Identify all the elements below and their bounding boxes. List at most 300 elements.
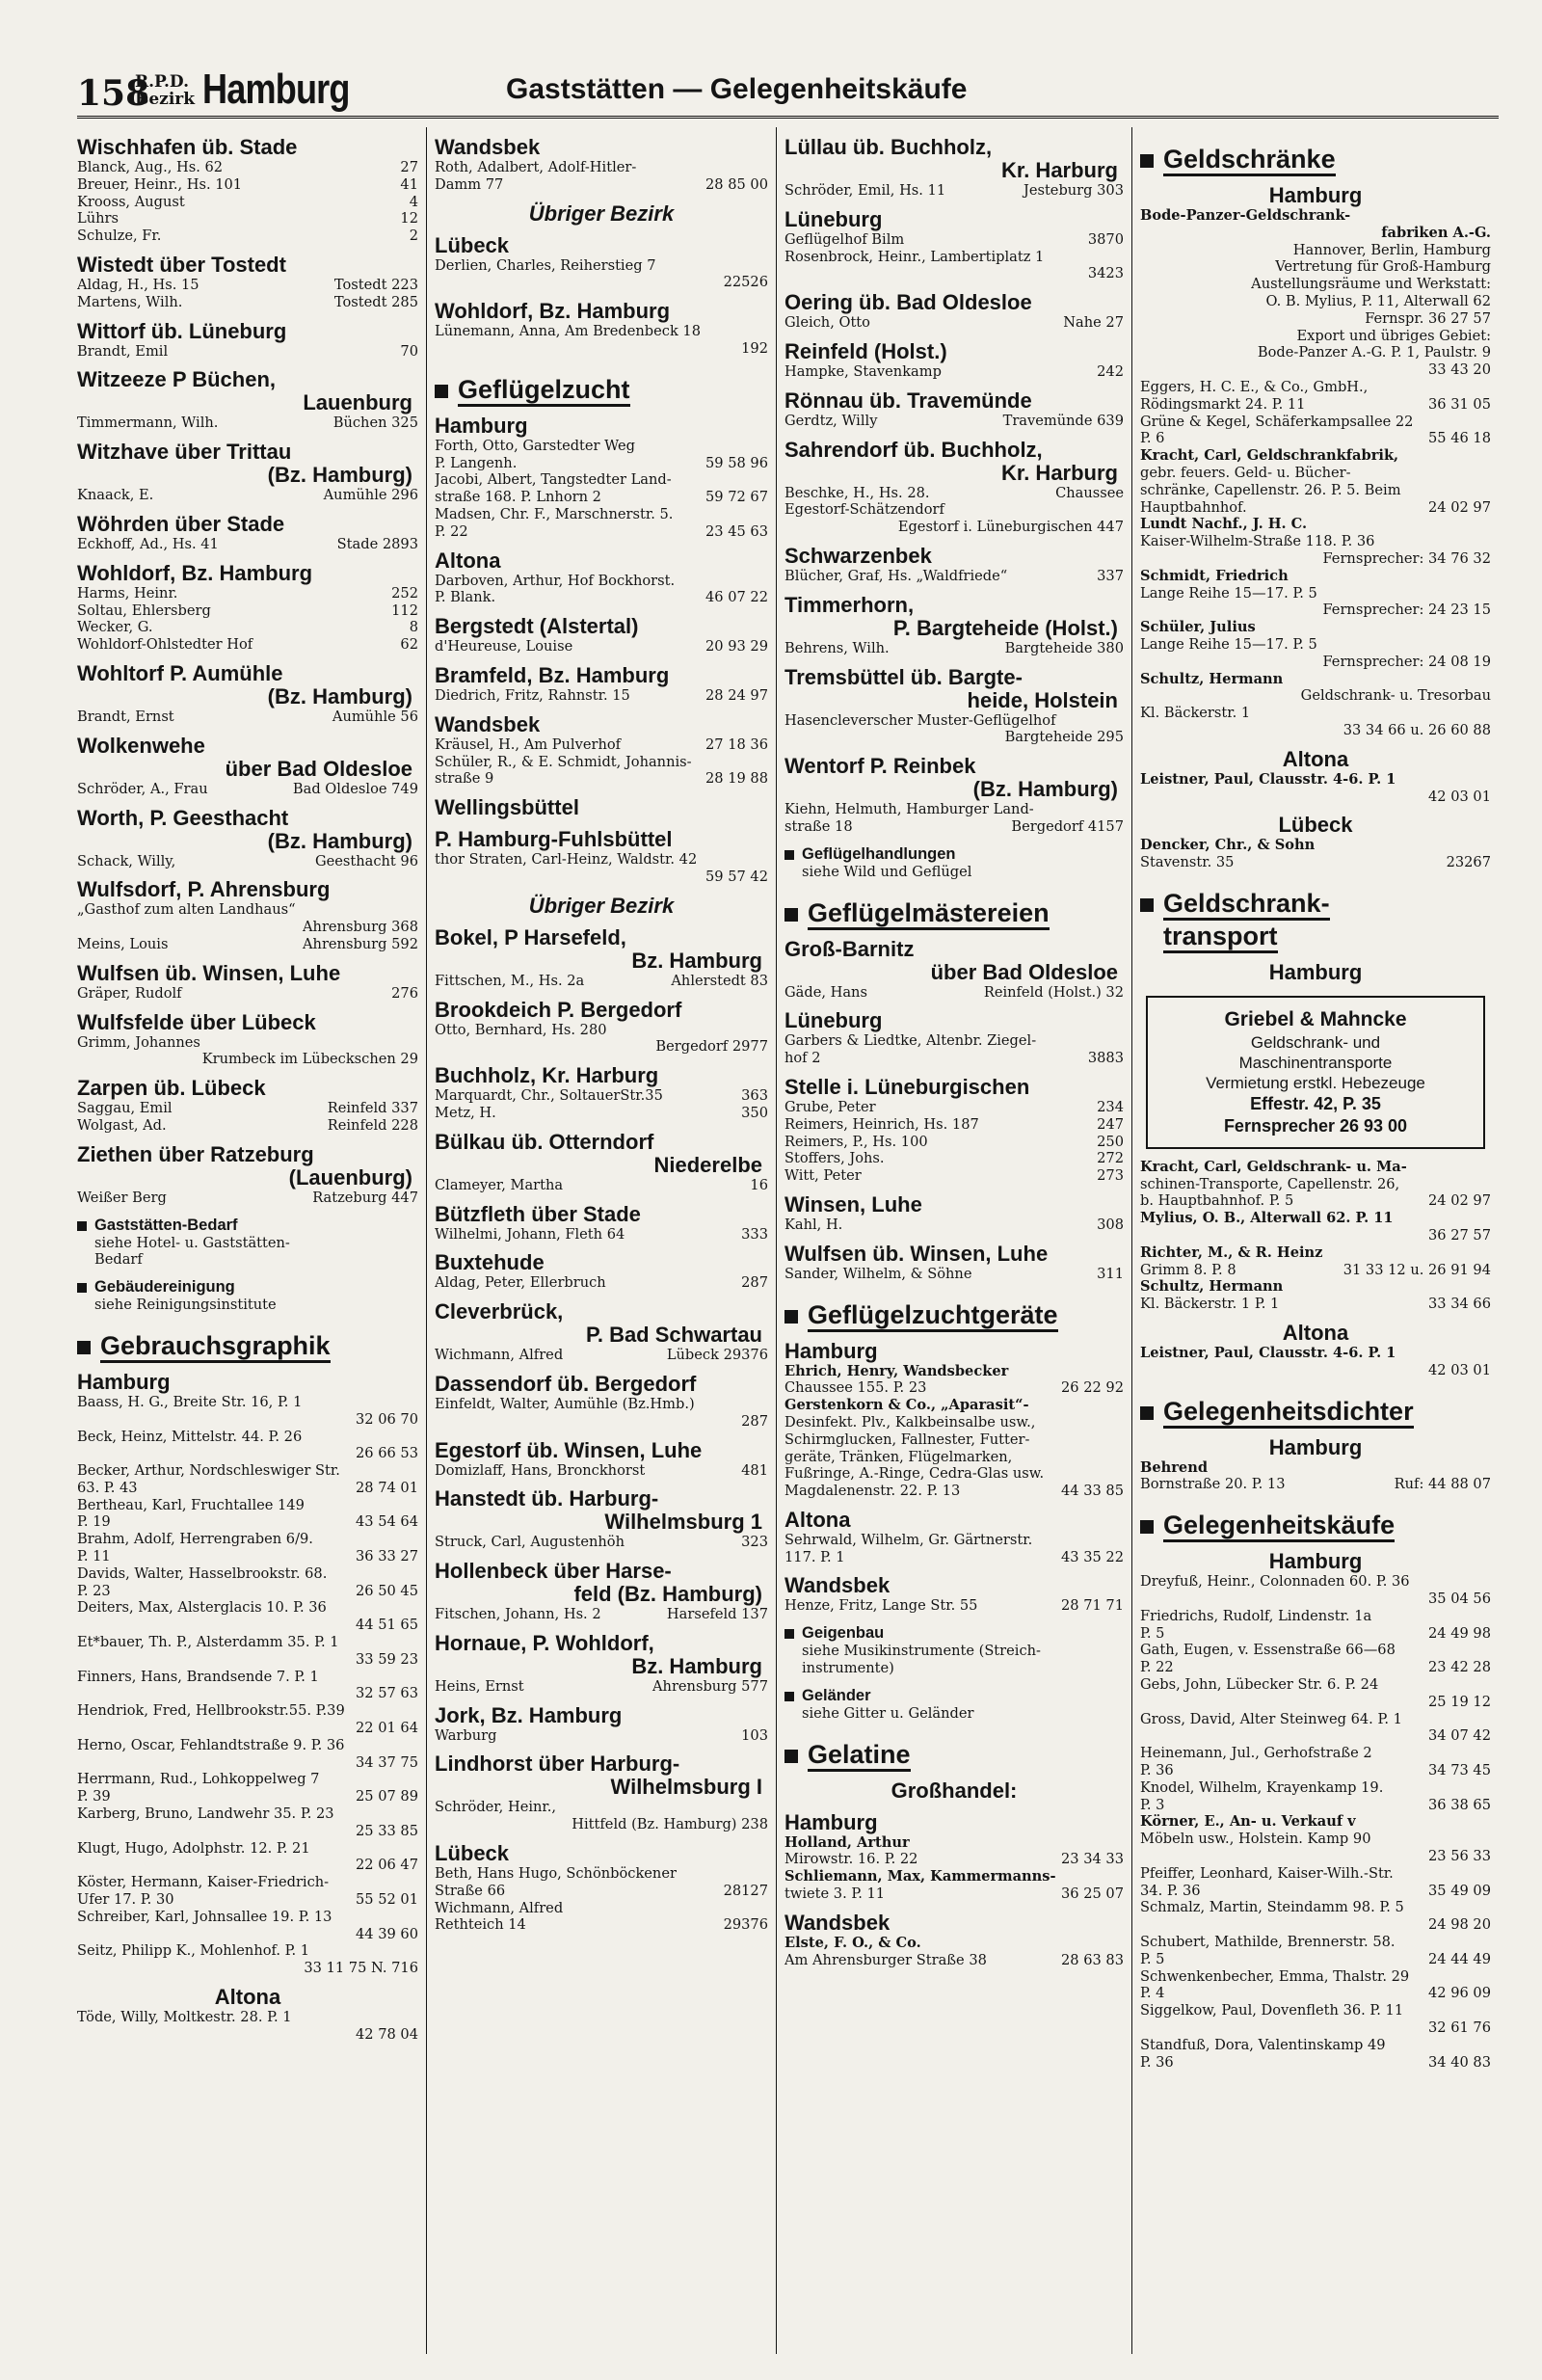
entry-value: 34 73 45: [1428, 1762, 1491, 1779]
entry-value: 323: [741, 1534, 768, 1551]
place-name: Lindhorst über Harburg-: [435, 1752, 680, 1777]
place-heading: [435, 1439, 768, 1462]
entry-continuation: Export und übriges Gebiet:: [1296, 327, 1491, 344]
directory-entry: [435, 523, 768, 541]
entry-name: Grüne & Kegel, Schäferkampsallee 22: [1140, 413, 1414, 430]
entry-value: 23267: [1446, 854, 1491, 871]
directory-entry: [77, 1480, 418, 1497]
entry-value: 276: [391, 984, 418, 1002]
cross-reference-note: instrumente): [802, 1660, 894, 1677]
entry-name: Derlien, Charles, Reiherstieg 7: [435, 256, 656, 274]
entry-value: 247: [1097, 1115, 1124, 1133]
directory-entry: [784, 182, 1124, 200]
place-heading: [435, 136, 768, 159]
place-heading: [435, 713, 768, 736]
place-name-continued: (Bz. Hamburg): [267, 463, 412, 488]
place-heading: [784, 594, 1124, 640]
place-heading: [77, 878, 418, 901]
entry-name: Straße 66: [435, 1882, 506, 1899]
entry-name: Fußringe, A.-Ringe, Cedra-Glas usw.: [784, 1465, 1045, 1483]
entry-name: Chaussee 155. P. 23: [784, 1379, 927, 1397]
entry-name: Geflügelhof Bilm: [784, 230, 905, 248]
entry-name: schinen-Transporte, Capellenstr. 26,: [1140, 1175, 1400, 1192]
directory-entry: [77, 1548, 418, 1565]
directory-entry: [784, 1465, 1124, 1483]
directory-entry: [1140, 1951, 1491, 1968]
entry-name: Rethteich 14: [435, 1916, 526, 1934]
entry-name: thor Straten, Carl-Heinz, Waldstr. 42: [435, 851, 698, 869]
subcategory-title: Geflügelhandlungen: [802, 844, 956, 863]
place-heading: [77, 1011, 418, 1034]
directory-entry: [1140, 1262, 1491, 1279]
entry-name: Schröder, Emil, Hs. 11: [784, 182, 946, 199]
entry-name: Stavenstr. 35: [1140, 854, 1235, 871]
place-heading: [435, 234, 768, 257]
category-title-continued: transport: [1163, 922, 1278, 953]
place-heading: [77, 513, 418, 536]
entry-continuation: 42 03 01: [1428, 788, 1491, 805]
entry-continuation: 59 57 42: [705, 868, 768, 885]
entry-name: twiete 3. P. 11: [784, 1885, 886, 1903]
cross-reference-note: siehe Musikinstrumente (Streich-: [802, 1643, 1041, 1660]
directory-entry: [784, 1266, 1124, 1283]
entry-name: Et*bauer, Th. P., Alsterdamm 35. P. 1: [77, 1634, 339, 1651]
directory-entry: [435, 323, 768, 340]
entry-value: 20 93 29: [705, 638, 768, 655]
directory-entry: [435, 589, 768, 606]
directory-entry: [77, 1513, 418, 1531]
place-heading: [1140, 1322, 1491, 1345]
entry-value: 27 18 36: [705, 735, 768, 753]
place-heading: [784, 340, 1124, 363]
place-heading: [435, 300, 768, 323]
entry-continuation: 33 59 23: [356, 1650, 418, 1668]
place-name: Hamburg: [1268, 1549, 1363, 1574]
place-heading: [784, 545, 1124, 568]
directory-entry: [1140, 533, 1491, 550]
entry-name: Einfeldt, Walter, Aumühle (Bz.Hmb.): [435, 1395, 695, 1412]
entry-name: Beck, Heinz, Mittelstr. 44. P. 26: [77, 1428, 303, 1445]
place-name: Dassendorf üb. Bergedorf: [435, 1371, 697, 1396]
entry-name: gebr. feuers. Geld- u. Bücher-: [1140, 464, 1351, 481]
entry-value: 8: [409, 619, 418, 636]
entry-name: Heins, Ernst: [435, 1677, 524, 1695]
directory-entry: [784, 1032, 1124, 1050]
place-name: Hamburg: [77, 1369, 171, 1394]
entry-name: Domizlaff, Hans, Bronckhorst: [435, 1461, 646, 1479]
entry-name: schränke, Capellenstr. 26. P. 5. Beim: [1140, 481, 1401, 498]
directory-entry: [1140, 465, 1491, 482]
place-heading: [784, 1009, 1124, 1032]
entry-value: 36 25 07: [1061, 1885, 1124, 1903]
directory-entry: [784, 1050, 1124, 1067]
directory-entry: [77, 210, 418, 227]
entry-name: Blanck, Aug., Hs. 62: [77, 159, 224, 175]
directory-entry: [1140, 1625, 1491, 1643]
category-title: [808, 1738, 911, 1771]
directory-entry: [784, 1150, 1124, 1167]
category-title-text: Gelegenheitsdichter: [1163, 1397, 1414, 1429]
entry-name: Blücher, Graf, Hs. „Waldfriede“: [784, 567, 1008, 584]
directory-entry: [1140, 1476, 1491, 1493]
entry-value: 234: [1097, 1098, 1124, 1115]
directory-entry: [784, 1935, 1124, 1952]
directory-entry: [77, 2009, 418, 2026]
entry-name: geräte, Tränken, Flügelmarken,: [784, 1448, 1013, 1465]
entry-value: 308: [1097, 1216, 1124, 1233]
entry-value: 112: [391, 602, 418, 619]
place-name: Buxtehude: [435, 1250, 545, 1275]
place-name: Winsen, Luhe: [784, 1191, 922, 1217]
category-title: [1163, 1395, 1414, 1428]
place-name: Wandsbek: [435, 711, 541, 736]
directory-entry: [435, 1274, 768, 1292]
place-heading: [435, 1203, 768, 1226]
directory-entry: [1140, 1573, 1491, 1591]
ad-address: Effestr. 42, P. 35: [1250, 1093, 1381, 1113]
place-name: Wandsbek: [435, 135, 541, 159]
entry-name: Fittschen, M., Hs. 2a: [435, 972, 585, 989]
entry-name: Hasencleverscher Muster-Geflügelhof: [784, 711, 1056, 729]
entry-value: 363: [741, 1087, 768, 1105]
place-name: Cleverbrück,: [435, 1299, 564, 1324]
directory-entry: [77, 781, 418, 798]
entry-continuation: 44 39 60: [356, 1925, 418, 1942]
entry-name: P. 22: [435, 522, 468, 540]
subcategory-title: Geigenbau: [802, 1624, 885, 1643]
entry-name: P. 39: [77, 1788, 111, 1805]
place-name: Übriger Bezirk: [528, 201, 675, 226]
entry-name: Eggers, H. C. E., & Co., GmbH.,: [1140, 378, 1369, 395]
directory-entry: [1140, 379, 1491, 396]
entry-value: 36 33 27: [356, 1548, 418, 1565]
directory-entry: [784, 1851, 1124, 1868]
column-4: [1131, 127, 1499, 2354]
entry-value: 28 24 97: [705, 686, 768, 704]
entry-value: 41: [400, 175, 418, 193]
entry-continuation: 34 07 42: [1428, 1727, 1491, 1745]
place-heading: [435, 796, 768, 819]
entry-continuation: 22 01 64: [356, 1720, 418, 1737]
entry-value: 3883: [1087, 1050, 1124, 1067]
entry-value: 33 34 66: [1428, 1296, 1491, 1313]
subcategory-title: Gebäudereinigung: [94, 1278, 235, 1297]
directory-entry: [1140, 1899, 1491, 1916]
subcategory-title: Gaststätten-Bedarf: [94, 1216, 238, 1234]
directory-entry: [1140, 1762, 1491, 1779]
directory-entry: [1140, 1813, 1491, 1831]
section-title: Gaststätten — Gelegenheitskäufe: [506, 73, 968, 105]
category-title-text: Geflügelzuchtgeräte: [808, 1300, 1058, 1332]
entry-name: Mirowstr. 16. P. 22: [784, 1851, 918, 1868]
bezirk-label: Bezirk: [135, 90, 196, 109]
place-name: Rönnau üb. Travemünde: [784, 388, 1032, 413]
place-heading: [784, 1076, 1124, 1099]
place-heading: [435, 926, 768, 973]
entry-name: Wolgast, Ad.: [77, 1116, 167, 1134]
directory-entry: [1140, 1779, 1491, 1797]
square-bullet-icon: [1140, 1520, 1154, 1534]
place-heading: [784, 1243, 1124, 1266]
place-name-continued: (Bz. Hamburg): [267, 683, 412, 709]
directory-entry: [435, 851, 768, 869]
entry-name: Beth, Hans Hugo, Schönböckener: [435, 1865, 677, 1883]
directory-entry: [1140, 1797, 1491, 1814]
directory-entry: [77, 985, 418, 1003]
place-heading: [784, 439, 1124, 485]
entry-value: 36 38 65: [1428, 1796, 1491, 1813]
ad-title: Griebel & Mahncke: [1224, 1007, 1407, 1030]
entry-name: Garbers & Liedtke, Altenbr. Ziegel-: [784, 1032, 1037, 1050]
place-name: Hornaue, P. Wohldorf,: [435, 1630, 654, 1655]
directory-entry: [1140, 2054, 1491, 2072]
directory-entry: [77, 636, 418, 654]
entry-name: Schirmglucken, Fallnester, Futter-: [784, 1431, 1030, 1448]
entry-continuation: Bargteheide 295: [1004, 729, 1124, 746]
place-name: Buchholz, Kr. Harburg: [435, 1063, 659, 1088]
entry-name: Warburg: [435, 1726, 497, 1744]
directory-entry: [1140, 1159, 1491, 1176]
entry-name: Beschke, H., Hs. 28.: [784, 484, 930, 501]
directory-entry: [77, 1531, 418, 1548]
entry-value: 24 44 49: [1428, 1950, 1491, 1967]
city-title: Hamburg: [202, 66, 350, 113]
directory-entry: [435, 1606, 768, 1623]
directory-entry: [1140, 619, 1491, 636]
entry-value: 4: [409, 193, 418, 210]
directory-entry: [435, 176, 768, 194]
place-heading: [77, 962, 418, 985]
entry-name: Saggau, Emil: [77, 1100, 173, 1117]
entry-continuation: 24 98 20: [1428, 1916, 1491, 1934]
entry-value: 43 35 22: [1061, 1548, 1124, 1565]
entry-name: Diedrich, Fritz, Rahnstr. 15: [435, 686, 630, 704]
directory-entry: [435, 471, 768, 489]
entry-continuation: Fernspr. 36 27 57: [1365, 309, 1491, 327]
entry-name: Desinfekt. Plv., Kalkbeinsalbe usw.,: [784, 1413, 1036, 1431]
place-heading: [435, 895, 768, 918]
directory-entry: [77, 1942, 418, 1960]
entry-name: Schüler, R., & E. Schmidt, Johannis-: [435, 753, 692, 770]
place-heading: [435, 1842, 768, 1865]
entry-value: 26 50 45: [356, 1582, 418, 1599]
entry-continuation: 32 06 70: [356, 1410, 418, 1428]
place-heading: [435, 1300, 768, 1347]
entry-value: 23 42 28: [1428, 1659, 1491, 1676]
place-name: P. Hamburg-Fuhlsbüttel: [435, 827, 673, 852]
entry-name: Martens, Wilh.: [77, 293, 183, 310]
entry-value: Ahrensburg 577: [652, 1677, 768, 1695]
directory-entry: [784, 1363, 1124, 1380]
directory-entry: [784, 231, 1124, 249]
entry-name: Kiehn, Helmuth, Hamburger Land-: [784, 801, 1034, 818]
entry-value: Reinfeld 228: [327, 1116, 418, 1134]
place-heading: [784, 938, 1124, 984]
directory-entry: [1140, 447, 1491, 465]
directory-entry: [435, 754, 768, 771]
place-name: Wandsbek: [784, 1573, 891, 1598]
place-name: Sahrendorf üb. Buchholz,: [784, 437, 1043, 462]
category-title-text: Gelegenheitskäufe: [1163, 1511, 1395, 1542]
category-title-text: Gelatine: [808, 1740, 911, 1772]
place-heading: [435, 615, 768, 638]
entry-name: P. 5: [1140, 1950, 1165, 1967]
ad-phone: Fernsprecher 26 93 00: [1223, 1115, 1408, 1136]
entry-continuation: O. B. Mylius, P. 11, Alterwall 62: [1265, 292, 1491, 309]
place-heading: [435, 664, 768, 687]
entry-name: Schwenkenbecher, Emma, Thalstr. 29: [1140, 1967, 1410, 1985]
place-name: Großhandel:: [891, 1778, 1018, 1803]
entry-name: Kracht, Carl, Geldschrankfabrik,: [1140, 447, 1399, 465]
entry-name: Schultz, Hermann: [1140, 1278, 1284, 1296]
entry-value: 29376: [723, 1916, 768, 1934]
category-heading: [1140, 1395, 1491, 1428]
entry-name: P. Langenh.: [435, 454, 518, 471]
entry-value: 333: [741, 1225, 768, 1243]
entry-name: Brandt, Ernst: [77, 708, 174, 725]
place-name: Bützfleth über Stade: [435, 1201, 641, 1226]
entry-name: Metz, H.: [435, 1104, 496, 1121]
directory-entry: [784, 1167, 1124, 1185]
directory-entry: [77, 1909, 418, 1926]
entry-value: 25 07 89: [356, 1788, 418, 1805]
entry-name: Egestorf-Schätzendorf: [784, 501, 944, 519]
entry-name: straße 18: [784, 817, 853, 835]
directory-entry: [784, 1116, 1124, 1134]
place-name-continued: Kr. Harburg: [1000, 158, 1118, 182]
entry-value: Büchen 325: [332, 414, 418, 432]
place-heading: [77, 320, 418, 343]
square-bullet-icon: [1140, 154, 1154, 168]
place-name: Hamburg: [784, 1809, 878, 1834]
entry-name: Knaack, E.: [77, 487, 154, 504]
place-name: Hamburg: [784, 1338, 878, 1363]
entry-value: 350: [741, 1104, 768, 1121]
directory-entry: [784, 1099, 1124, 1116]
directory-entry: [435, 1534, 768, 1551]
directory-entry: [1140, 1244, 1491, 1262]
subcategory-heading: [784, 1687, 1124, 1705]
directory-entry: [77, 1874, 418, 1891]
entry-name: Töde, Willy, Moltkestr. 28. P. 1: [77, 2009, 292, 2025]
directory-entry: [77, 487, 418, 504]
ad-line: Maschinentransporte: [1238, 1053, 1393, 1072]
entry-name: Klugt, Hugo, Adolphstr. 12. P. 21: [77, 1839, 310, 1857]
subcategory-title: Geländer: [802, 1686, 871, 1704]
entry-name: Fitschen, Johann, Hs. 2: [435, 1606, 601, 1623]
column-1: [77, 127, 426, 2354]
directory-entry: [77, 1565, 418, 1583]
entry-name: Am Ahrensburger Straße 38: [784, 1951, 987, 1968]
place-name: Wistedt über Tostedt: [77, 252, 286, 277]
place-name: Wulfsfelde über Lübeck: [77, 1009, 316, 1034]
directory-entry: [77, 1737, 418, 1754]
entry-name: Schröder, Heinr.,: [435, 1799, 557, 1816]
directory-entry: [784, 249, 1124, 266]
directory-entry: [1140, 1659, 1491, 1676]
directory-entry: [435, 1727, 768, 1745]
place-name: Altona: [435, 548, 501, 573]
directory-entry: [435, 1916, 768, 1934]
place-heading: [784, 389, 1124, 413]
entry-value: Aumühle 56: [332, 708, 418, 725]
directory-entry: [1140, 1968, 1491, 1986]
directory-entry: [77, 585, 418, 602]
entry-value: 23 34 33: [1061, 1851, 1124, 1868]
entry-name: Kracht, Carl, Geldschrank- u. Ma-: [1140, 1158, 1407, 1175]
entry-name: straße 9: [435, 770, 494, 788]
category-title-text: Geldschrank-: [1163, 889, 1330, 921]
place-name-continued: Wilhelmsburg 1: [604, 1510, 762, 1535]
category-title: [1163, 1509, 1395, 1541]
place-name: Witzeeze P Büchen,: [77, 367, 277, 392]
place-name-continued: über Bad Oldesloe: [225, 756, 412, 781]
place-name-continued: Bz. Hamburg: [631, 1653, 762, 1678]
entry-name: Kl. Bäckerstr. 1: [1140, 705, 1251, 722]
place-name: Wandsbek: [784, 1910, 891, 1935]
place-name: Wulfsdorf, P. Ahrensburg: [77, 877, 331, 902]
directory-entry: [784, 640, 1124, 657]
directory-entry: [1140, 516, 1491, 533]
directory-entry: [1140, 430, 1491, 447]
entry-name: Darboven, Arthur, Hof Bockhorst.: [435, 572, 676, 589]
entry-continuation: 22526: [723, 274, 768, 291]
entry-name: Lange Reihe 15—17. P. 5: [1140, 584, 1317, 602]
place-name: Wohldorf, Bz. Hamburg: [435, 299, 671, 324]
entry-value: Jesteburg 303: [1023, 182, 1124, 199]
directory-entry: [1140, 1192, 1491, 1210]
entry-continuation: 42 78 04: [356, 2025, 418, 2043]
place-name: Hollenbeck über Harse-: [435, 1559, 672, 1584]
entry-value: Geesthacht 96: [314, 852, 418, 869]
place-heading: [435, 414, 768, 438]
entry-name: Soltau, Ehlersberg: [77, 602, 211, 619]
directory-entry: [77, 619, 418, 636]
entry-name: Eckhoff, Ad., Hs. 41: [77, 535, 219, 552]
directory-entry: [1140, 1831, 1491, 1848]
column-2: [426, 127, 776, 2354]
directory-entry: [435, 1678, 768, 1696]
directory-entry: [784, 1217, 1124, 1234]
place-heading: [784, 1574, 1124, 1597]
entry-name: Witt, Peter: [784, 1167, 862, 1185]
entry-name: Davids, Walter, Hasselbrookstr. 68.: [77, 1564, 328, 1582]
directory-entry: [77, 709, 418, 726]
directory-entry: [1140, 1278, 1491, 1296]
cross-reference-note: Bedarf: [94, 1251, 143, 1269]
directory-entry: [1140, 2037, 1491, 2054]
directory-columns: [77, 127, 1499, 2354]
entry-name: Struck, Carl, Augustenhöh: [435, 1534, 625, 1551]
category-heading: [784, 1738, 1124, 1771]
directory-entry: [77, 1497, 418, 1514]
place-name: Tremsbüttel üb. Bargte-: [784, 664, 1023, 689]
entry-value: 43 54 64: [356, 1513, 418, 1531]
place-name-continued: heide, Holstein: [967, 687, 1118, 712]
directory-entry: [1140, 499, 1491, 517]
entry-value: Stade 2893: [336, 535, 418, 552]
entry-name: Behrens, Wilh.: [784, 639, 890, 656]
square-bullet-icon: [1140, 898, 1154, 912]
entry-continuation: Geldschrank- u. Tresorbau: [1300, 687, 1491, 705]
entry-value: 242: [1097, 362, 1124, 380]
directory-entry: [784, 1414, 1124, 1431]
entry-name: Schüler, Julius: [1140, 619, 1256, 636]
directory-entry: [1140, 671, 1491, 688]
directory-entry: [435, 1799, 768, 1816]
place-heading: [435, 1704, 768, 1727]
entry-value: 23 45 63: [705, 522, 768, 540]
